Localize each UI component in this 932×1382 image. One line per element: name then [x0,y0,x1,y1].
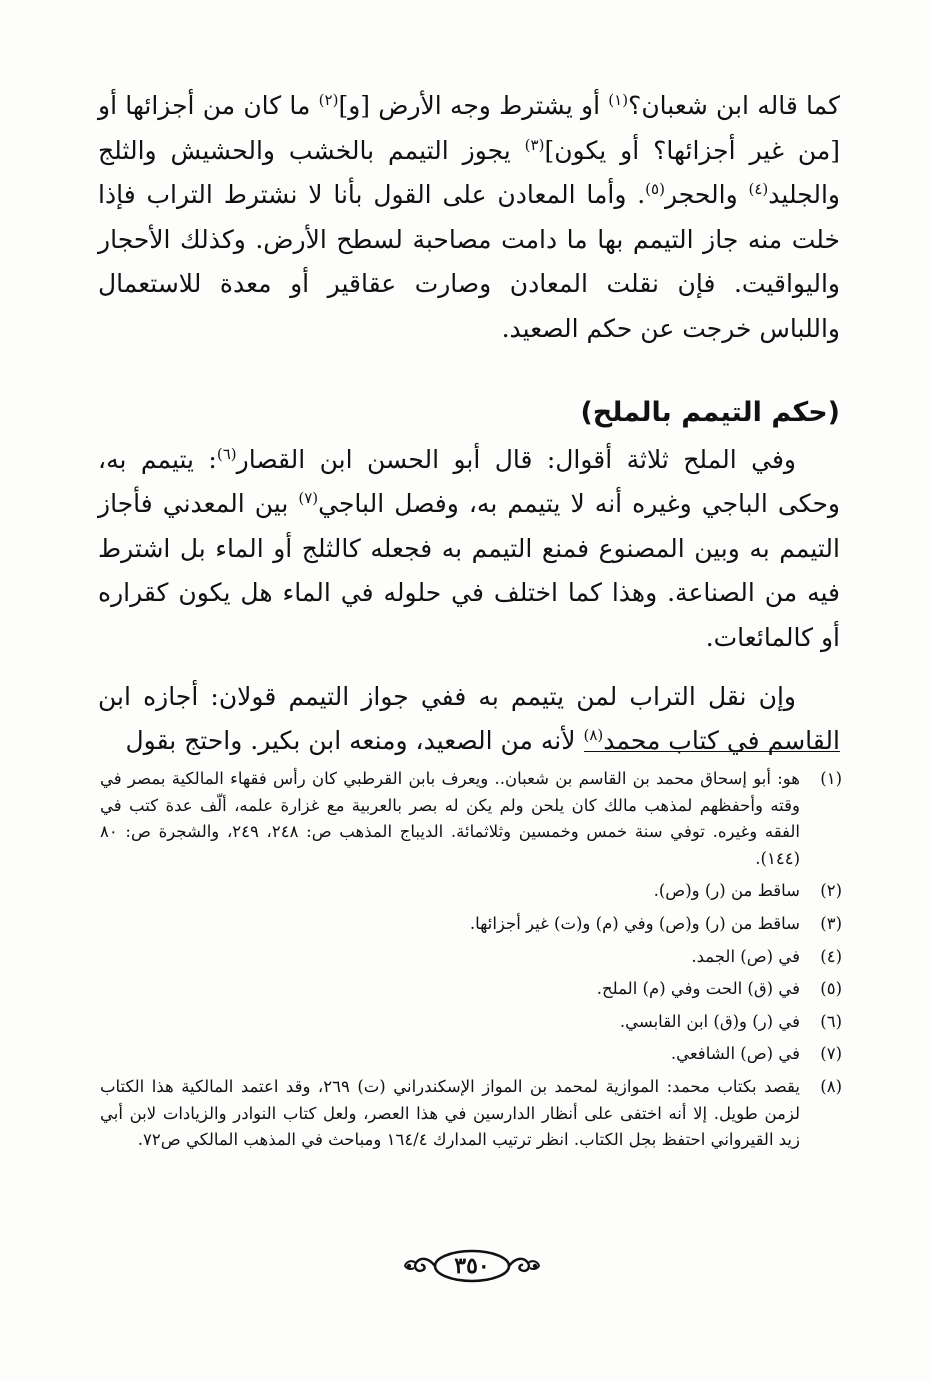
footnote-ref-2[interactable]: (٢) [318,91,339,109]
footnote-8 [100,1074,842,1154]
footnote-ref-7[interactable]: (٧) [298,489,319,508]
para2-part1: وفي الملح ثلاثة أقوال: قال أبو الحسن ابن القصار [236,444,796,474]
main-text [98,84,840,764]
footnote-4 [100,944,842,971]
footnote-ref-8[interactable]: (٨) [583,726,604,745]
footnote-number: (٥) [820,979,842,999]
para1-part2: أو يشترط وجه الأرض [و] [338,91,609,120]
para1-part4: يجوز التيمم بالخشب والحشيش والثلج والجليد [98,135,840,210]
footnote-2 [100,878,842,905]
footnote-number: (١) [820,769,842,788]
footnote-ref-1[interactable]: (١) [608,91,629,109]
footnote-text: في (ق) الحت وفي (م) الملح. [596,979,800,999]
para3-part2: لأنه من الصعيد، ومنعه ابن بكير. واحتج بقول [125,726,584,756]
paragraph-1 [98,84,840,352]
para3-part1: وإن نقل التراب لمن يتيمم به ففي جواز التيمم قولان: أجازه ابن القاسم في كتاب محمد [98,681,840,756]
footnote-1 [100,766,842,872]
footnote-text: يقصد بكتاب محمد: الموازية لمحمد بن المواز الإسكندراني (ت) ٢٦٩، وقد اعتمد المالكية هذا الكتاب لزمن طويل. إلا أنه اختفى على أنظار الدارسين في هذا العصر، ولعل كتاب النوادر والزيادات لابن أبي زيد القيرواني احتفظ بجل الكتاب. انظر ترتيب المدارك ١٦٤/٤ ومباحث في المذهب المالكي ص٧٢. [100,1076,800,1150]
footnote-text: هو: أبو إسحاق محمد بن القاسم بن شعبان.. ويعرف بابن القرطبي كان رأس فقهاء المالكية بمصر في وقته وأحفظهم لمذهب مالك كان يلحن ولم يكن له بصر بالعربية مع غزارة علمه، ألّف عدة كتب في الفقه وغيره. توفي سنة خمس وخمسين وثلاثمائة. الديباج المذهب ص: ٢٤٨، ٢٤٩، والشجرة ص: ٨٠ (١٤٤). [100,769,800,868]
footnote-number: (٢) [820,881,842,901]
para1-part6: . وأما المعادن على القول بأنا لا نشترط التراب فإذا خلت منه جاز التيمم بها ما دامت مصاحبة لسطح الأرض. وكذلك الأحجار واليواقيت. فإن نقلت المعادن وصارت عقاقير أو معدة للاستعمال واللباس خرجت عن حكم الصعيد. [98,180,840,343]
footnote-number: (٨) [820,1076,842,1096]
footnote-ref-6[interactable]: (٦) [216,444,237,463]
footnote-number: (٤) [820,946,842,966]
footnote-ref-5[interactable]: (٥) [645,180,665,199]
footnote-text: في (ر) و(ق) ابن القابسي. [619,1011,800,1031]
para1-part3: ما كان من أجزائها أو [من غير أجزائها؟ أو يكون] [98,91,840,165]
page-number-ornament [402,1245,542,1287]
para1-part1: كما قاله ابن شعبان؟ [628,91,840,120]
footnote-ref-4[interactable]: (٤) [748,180,769,199]
footnote-text: في (ص) الجمد. [691,946,800,966]
para2-part3: بين المعدني فأجاز التيمم به وبين المصنوع فمنع التيمم به فجعله كالثلج أو الماء بل اشترط فيه من الصناعة. وهذا كما اختلف في حلوله في الماء هل يكون كقراره أو كالمائعات. [98,489,840,652]
footnotes [100,766,842,1160]
para2-part2: : يتيمم به، وحكى الباجي وغيره أنه لا يتيمم به، وفصل الباجي [98,444,840,519]
footnote-separator [584,751,840,752]
footnote-ref-3[interactable]: (٣) [524,135,545,154]
footnote-6 [100,1009,842,1036]
spacer [98,661,840,675]
footnote-text: ساقط من (ر) و(ص) وفي (م) و(ت) غير أجزائها. [469,913,800,933]
footnote-3 [100,911,842,938]
footnote-text: ساقط من (ر) و(ص). [653,881,800,901]
footnote-number: (٧) [820,1044,842,1064]
footnote-5 [100,976,842,1003]
para1-part5: والحجر [664,180,749,210]
footnote-number: (٣) [820,913,842,933]
page-number: ٣٥٠ [454,1253,490,1279]
footnote-text: في (ص) الشافعي. [670,1044,800,1064]
paragraph-2 [98,438,840,661]
spacer [98,352,840,388]
footnote-7 [100,1041,842,1068]
footnote-number: (٦) [820,1011,842,1031]
section-heading: (حكم التيمم بالملح) [580,396,840,428]
